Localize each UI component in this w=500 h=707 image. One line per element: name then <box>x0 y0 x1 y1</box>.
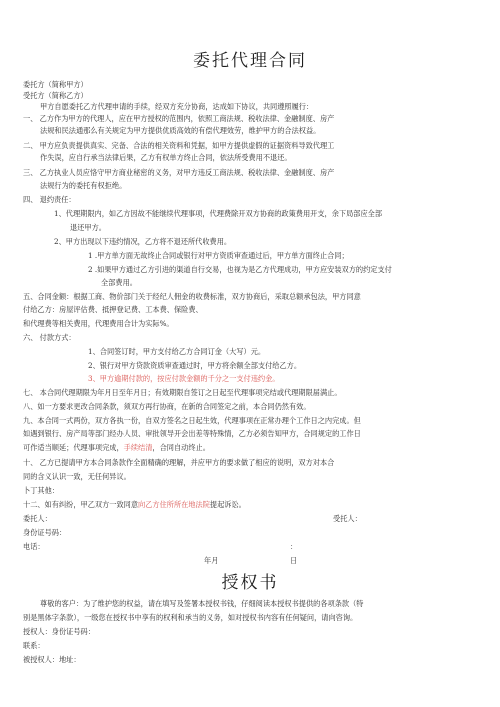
clause-9-line-3-text-a: 可作适当顺延；代理事项完成， <box>23 443 124 452</box>
clause-4-item-2: 2、甲方出现以下违约情况，乙方将不退还所代收费用。 <box>54 237 232 246</box>
clause-4-item-2-2a: 2 .如果甲方通过乙方引进的渠道自行交易，也视为是乙方代理成功，甲方应安装双方的约定支付 <box>88 265 392 274</box>
auth-title: 授权书 <box>221 573 279 593</box>
clause-12-text-c: 提起诉讼。 <box>209 500 246 509</box>
clause-5-line-2: 付给乙方：房屋评估费、抵押登记费、工本费、保险费、 <box>23 305 203 314</box>
clause-12 <box>23 500 246 509</box>
clause-5-line-1: 五、合同金额：根据工商、物价部门关于经纪人佣金的收费标准，双方协商后，采取总额承包法，甲方同意 <box>23 292 361 301</box>
clause-1-line-2: 法规和民法通那么有关规定为甲方提供优质高效的有偿代理效劳，维护甲方的合法权益。 <box>40 126 321 135</box>
clause-6-heading: 六、 付款方式： <box>23 333 76 342</box>
clause-4-item-1a: 1、代理期限内，如乙方因故不能继续代理事项，代理费除开双方协商的政策费用开支，余下局部应全部 <box>54 209 383 218</box>
clause-8: 八、如一方要求更改合同条款，须双方再行协商，在新的合同签定之前，本合同仍然有效。 <box>23 402 311 411</box>
clause-9-highlight: 手续结清 <box>123 443 153 452</box>
clause-4-item-2-1: 1 .甲方单方面无故终止合同或银行对甲方资质审查通过后，甲方单方面终止合同； <box>88 251 349 260</box>
clause-4-heading: 四、 退约责任： <box>23 195 76 204</box>
phone-colon: ： <box>290 542 298 551</box>
clause-6-item-3: 3、甲方逾期付款的，按应付款金额的千分之一支付违约金。 <box>88 374 280 383</box>
clause-9-line-3 <box>23 443 210 452</box>
clause-12-highlight: 向乙方住所所在地法院 <box>138 500 210 509</box>
intro-text: 甲方自愿委托乙方代理申请的手续，经双方充分协商，达成如下协议，共同遵照履行： <box>40 102 314 111</box>
clause-9-line-2: 如遇到银行、房产局等部门经办人员、审批领导开会出差等特殊情，乙方必须告知甲方，合同规定的工作日 <box>23 429 361 438</box>
auth-contact: 联系： <box>23 641 45 650</box>
clause-12-text-a: 十二、如有纠纷，甲乙双方一致同意 <box>23 500 139 509</box>
clause-6-item-2: 2、银行对甲方贷款资质审查通过时，甲方将余额全部支付给乙方。 <box>88 361 302 370</box>
clause-11-other: 卜丁其他： <box>23 486 59 495</box>
signature-party-a: 委托人： <box>23 514 52 523</box>
auth-grantee: 被授权人：地址： <box>23 655 81 664</box>
clause-7: 七、 本合同代理期限为年月日至年月日；有效期限自签订之日起至代理事项完结或代理期限届满止。 <box>23 388 342 397</box>
clause-2-line-1: 二、 甲方应负责提供真实、完备、合法的相关资料和凭据，如甲方提供虚假的证据资料导致代理工 <box>23 141 335 150</box>
signature-party-b: 受托人： <box>333 514 362 523</box>
auth-paragraph-line-2: 别是黑体字条款），一级您在授权书中享有的权利和承当的义务，如对授权书内容有任何疑问，请向咨询。 <box>23 613 358 622</box>
clause-3-line-1: 三、 乙方执业人员应恪守甲方商业秘密的义务，对甲方违反工商法规、税收法律、金融制度、房产 <box>23 168 335 177</box>
clause-3-line-2: 法规行为的委托有权拒绝。 <box>40 181 127 190</box>
clause-5-line-3: 和代理费等相关费用，代理费用合计为实际%。 <box>23 319 174 328</box>
contract-title: 委托代理合同 <box>193 51 307 71</box>
clause-6-item-1: 1、合同签订时，甲方支付给乙方合同订金（大写）元。 <box>88 347 266 356</box>
phone-label: 电话： <box>23 542 45 551</box>
clause-10-line-1: 十、 乙方已提请甲方本合同条款作全面精确的理解，并应甲方的要求做了相应的说明，双方对本合 <box>23 458 335 467</box>
clause-2-line-2: 作失误，应自行承当法律后果，乙方有权单方终止合同，依法所受费用不退还。 <box>40 153 292 162</box>
party-b-label: 受托方（简称乙方） <box>23 91 88 100</box>
clause-10-line-2: 同的含义认识一致，无任何异议。 <box>23 472 131 481</box>
clause-4-item-2-2b: 全部费用。 <box>101 278 137 287</box>
auth-grantor: 授权人：身份证号码： <box>23 627 95 636</box>
date-year-month: 年月 <box>204 556 219 565</box>
clause-9-line-1: 九、本合同一式两份，双方各执一份，自双方签名之日起生效，代理事项在正常办理个工作日之内完成。但 <box>23 416 361 425</box>
id-number-label: 身份证号码： <box>23 528 67 537</box>
date-day: 日 <box>290 556 298 565</box>
auth-paragraph-line-1: 尊敬的客户：为了维护您的权益，请在填写及签署本授权书钱，仔细阅读本授权书提供的各项条款（特 <box>40 599 364 608</box>
party-a-label: 委托方（简称甲方） <box>23 80 88 89</box>
clause-9-line-3-text-c: ，合同自动终止。 <box>152 443 210 452</box>
clause-1-line-1: 一、 乙方作为甲方的代理人，应在甲方授权的范围内，依照工商法规、税收法律、金融制度、房产 <box>23 114 335 123</box>
clause-4-item-1b: 退还甲方。 <box>70 223 106 232</box>
